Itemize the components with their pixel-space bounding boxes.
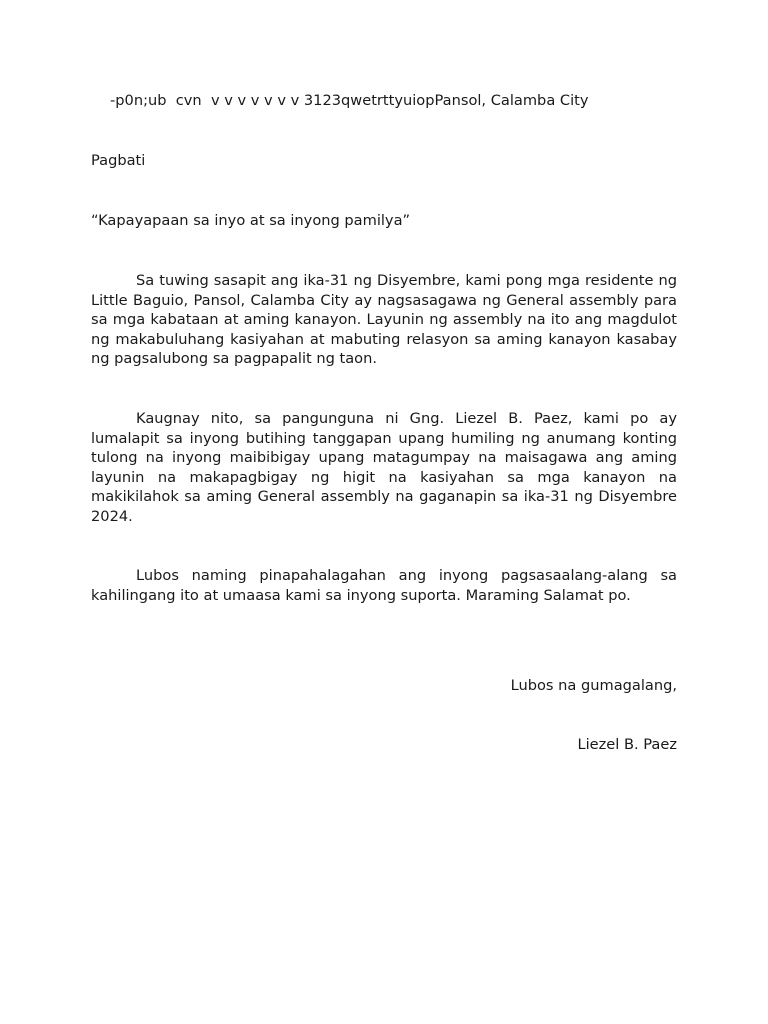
body-paragraph-2: Kaugnay nito, sa pangunguna ni Gng. Liezel B. Paez, kami po ay lumalapit sa inyong butihing tanggapan upang humiling ng anumang konting tulong na inyong maibibigay upang matagumpay na maisagawa ang aming layunin na makapagbigay ng higit na kasiyahan sa mga kanayon na makikilahok sa aming General assembly na gaganapin sa ika-31 ng Disyembre 2024. (91, 410, 677, 525)
opening-quote: “Kapayapaan sa inyo at sa inyong pamilya” (91, 212, 411, 229)
greeting: Pagbati (91, 152, 146, 169)
signature-name: Liezel B. Paez (577, 736, 677, 753)
body-paragraph-1: Sa tuwing sasapit ang ika-31 ng Disyembre, kami pong mga residente ng Little Baguio, Pansol, Calamba City ay nagsasagawa ng General assembly para sa mga kabataan at aming kanayon. Layunin ng assembly na ito ang magdulot ng makabuluhang kasiyahan at mabuting relasyon sa aming kanayon kasabay ng pagsalubong sa pagpapalit ng taon. (91, 272, 677, 367)
body-paragraph-3: Lubos naming pinapahalagahan ang inyong pagsasaalang-alang sa kahilingang ito at umaasa kami sa inyong suporta. Maraming Salamat po. (91, 567, 677, 604)
address-line: -p0n;ub cvn v v v v v v v 3123qwetrttyuiopPansol, Calamba City (110, 92, 589, 109)
closing-line: Lubos na gumagalang, (510, 677, 677, 694)
